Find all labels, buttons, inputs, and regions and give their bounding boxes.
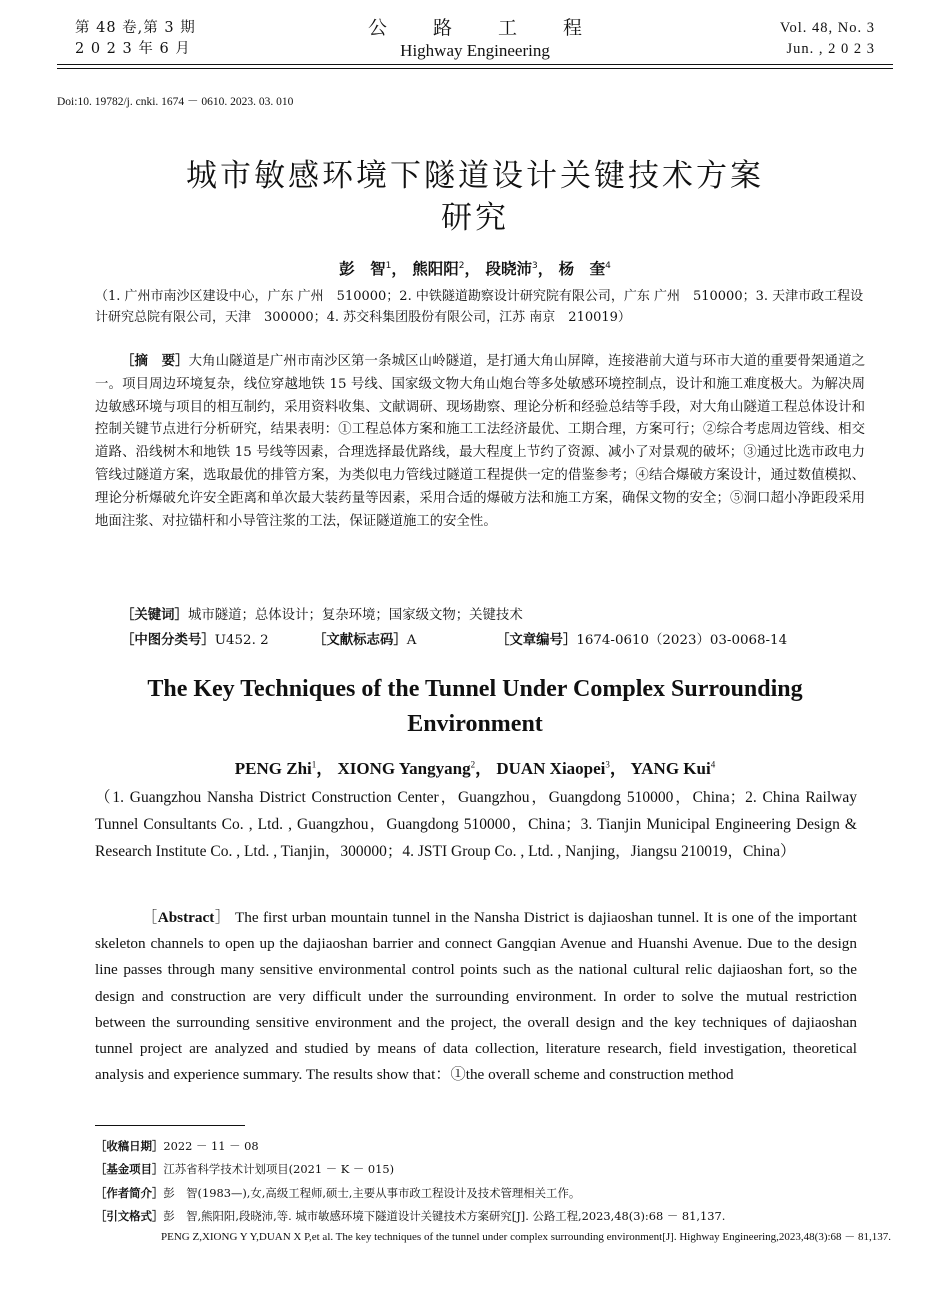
footnote-citation-cn xyxy=(95,1209,895,1224)
affiliations-en: （1. Guangzhou Nansha District Construction Center，Guangzhou，Guangdong 510000，China；2. China Railway Tunnel Consultants Co. , Ltd. , Guangzhou，Guangdong 510000，China；3. Tianjin Municipal Engineering Design & Research Institute Co. , Ltd. , Tianjin，300000；4. JSTI Group Co. , Ltd. , Nanjing，Jiangsu 210019，China） xyxy=(95,789,857,860)
volume-issue-cn: 第 48 卷,第 3 期 xyxy=(75,20,196,36)
author-separator: ， xyxy=(475,759,493,778)
article-number-label: ［文章编号］ xyxy=(496,633,577,648)
paper-title-cn xyxy=(0,155,950,239)
received-value: 2022 － 11 － 08 xyxy=(163,1139,259,1153)
date-en: Jun. , 2 0 2 3 xyxy=(786,41,875,57)
abstract-cn-label: ［摘 要］ xyxy=(121,354,189,369)
author-en-2: XIONG Yangyang xyxy=(337,759,471,778)
doc-code xyxy=(313,630,416,652)
journal-name-cn: 公 路 工 程 xyxy=(367,17,603,39)
author-separator: ， xyxy=(609,759,627,778)
footnote-received xyxy=(95,1139,895,1154)
authors-cn xyxy=(0,257,950,279)
title-en-line-2: Environment xyxy=(407,711,543,737)
author-cn-2: 熊阳阳 xyxy=(412,260,459,278)
title-cn-line-2: 研究 xyxy=(441,200,509,236)
paper-title-en xyxy=(0,672,950,742)
journal-name-en: Highway Engineering xyxy=(400,41,550,60)
author-en-1: PENG Zhi xyxy=(234,759,312,778)
footnote-author-bio xyxy=(95,1186,895,1201)
author-cn-2-sup: 2 xyxy=(458,260,465,271)
author-separator: ， xyxy=(464,260,481,278)
affiliations-cn: （1. 广州市南沙区建设中心，广东 广州 510000；2. 中铁隧道勘察设计研究院有限公司，广东 广州 510000；3. 天津市政工程设计研究总院有限公司，天津 300000；4. 苏交科集团股份有限公司，江苏 南京 210019） xyxy=(95,289,864,325)
citation-value-cn: 彭 智,熊阳阳,段晓沛,等. 城市敏感环境下隧道设计关键技术方案研究[J]. 公路工程,2023,48(3):68 － 81,137. xyxy=(163,1209,726,1223)
article-number xyxy=(496,630,787,652)
received-label: ［收稿日期］ xyxy=(95,1139,164,1153)
authors-en xyxy=(0,754,950,779)
clc-value: U452. 2 xyxy=(214,633,269,648)
abstract-cn xyxy=(95,351,865,533)
header-rule-thin xyxy=(57,68,893,69)
author-en-1-sup: 1 xyxy=(311,759,317,770)
running-header-right xyxy=(780,18,875,60)
author-separator: ， xyxy=(537,260,554,278)
doc-label: ［文献标志码］ xyxy=(313,633,407,648)
abstract-en-bracket-close: ］ xyxy=(214,909,231,926)
title-en-line-1: The Key Techniques of the Tunnel Under Complex Surrounding xyxy=(147,676,803,702)
author-en-3: DUAN Xiaopei xyxy=(496,759,606,778)
doi[interactable]: Doi:10. 19782/j. cnki. 1674 － 0610. 2023. 03. 010 xyxy=(57,96,294,108)
footnote-citation-en: PENG Z,XIONG Y Y,DUAN X P,et al. The key techniques of the tunnel under complex surrounding environment[J]. Highway Engineering,2023,48(3):68 － 81,137. xyxy=(161,1231,892,1243)
article-number-value: 1674-0610（2023）03-0068-14 xyxy=(576,633,788,648)
clc-code xyxy=(121,630,269,652)
clc-label: ［中图分类号］ xyxy=(121,633,215,648)
author-cn-3-sup: 3 xyxy=(531,260,538,271)
author-cn-4-sup: 4 xyxy=(605,260,611,271)
author-cn-3: 段晓沛 xyxy=(485,260,532,278)
author-cn-1: 彭 智 xyxy=(339,260,386,278)
author-cn-1-sup: 1 xyxy=(385,260,392,271)
citation-label: ［引文格式］ xyxy=(95,1209,164,1223)
keywords-cn xyxy=(121,605,865,627)
fund-label: ［基金项目］ xyxy=(95,1162,164,1176)
footnote-rule xyxy=(95,1125,245,1126)
author-en-4: YANG Kui xyxy=(630,759,711,778)
author-bio-value: 彭 智(1983—),女,高级工程师,硕士,主要从事市政工程设计及技术管理相关工作。 xyxy=(163,1186,581,1200)
doc-value: A xyxy=(406,633,417,648)
abstract-en-bracket-open: ［ xyxy=(142,909,158,926)
title-cn-line-1: 城市敏感环境下隧道设计关键技术方案 xyxy=(186,158,764,194)
header-rule-thick xyxy=(57,64,893,65)
abstract-cn-text: 大角山隧道是广州市南沙区第一条城区山岭隧道，是打通大角山屏障，连接港前大道与环市大道的重要骨架通道之一。项目周边环境复杂，线位穿越地铁 15 号线、国家级文物大角山炮台等多处敏感环境控制点，设计和施工难度极大。为解决周边敏感环境与项目的相互制约，采用资料收集、文献调研、现场勘察、理论分析和经验总结等手段，对大角山隧道工程总体设计和控制关键节点进行分析研究，结果表明：①工程总体方案和施工工法经济最优、工期合理，方案可行；②综合考虑周边管线、相交道路、沿线树木和地铁 15 号线等因素，合理选择最优路线，最大程度上节约了资源、减小了对景观的破坏；③通过比选市政电力管线过隧道方案，选取最优的排管方案，为类似电力管线过隧道工程提供一定的借鉴参考；④结合爆破方案设计，通过数值模拟、理论分析爆破允许安全距离和单次最大装药量等因素，采用合适的爆破方法和施工方案，确保文物的安全；⑤洞口超小净距段采用地面注浆、对拉锚杆和小导管注浆的工法，保证隧道施工的安全性。 xyxy=(95,354,866,529)
abstract-en-label: Abstract xyxy=(157,909,215,926)
date-cn: 2 0 2 3 年 6 月 xyxy=(75,41,191,57)
author-bio-label: ［作者简介］ xyxy=(95,1186,164,1200)
abstract-en xyxy=(95,905,857,1088)
author-en-3-sup: 3 xyxy=(605,759,610,770)
abstract-en-text: The first urban mountain tunnel in the Nansha District is dajiaoshan tunnel. It is one of the important skeleton channels to open up the dajiaoshan barrier and connect Gangqian Avenue and Huanshi Avenue. Due to the design line passes through many sensitive environmental control points such as the national cultural relic dajiaoshan fort, so the design and construction are very difficult under the surrounding environment. In order to solve the mutual restriction between the surrounding sensitive environment and the project, the overall design and the key techniques of dajiaoshan tunnel project are analyzed and studied by means of data collection, literature research, field investigation, theoretical analysis and experience summary. The results show that：①the overall scheme and construction method xyxy=(95,909,858,1084)
author-separator: ， xyxy=(391,260,407,278)
author-separator: ， xyxy=(316,759,334,778)
fund-value: 江苏省科学技术计划项目(2021 － K － 015) xyxy=(163,1162,395,1176)
author-en-2-sup: 2 xyxy=(470,759,476,770)
author-cn-4: 杨 奎 xyxy=(558,260,606,278)
footnote-fund xyxy=(95,1162,895,1177)
volume-issue-en: Vol. 48, No. 3 xyxy=(779,20,875,36)
keywords-cn-text: 城市隧道；总体设计；复杂环境；国家级文物；关键技术 xyxy=(187,608,523,623)
author-en-4-sup: 4 xyxy=(710,759,716,770)
keywords-cn-label: ［关键词］ xyxy=(121,608,188,623)
